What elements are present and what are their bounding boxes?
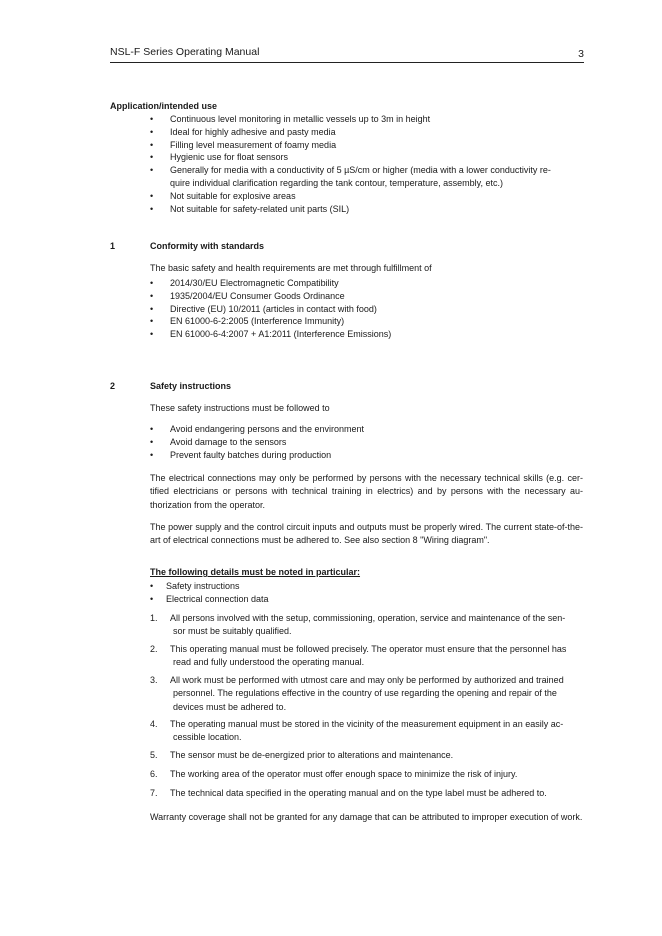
list-item: • EN 61000-6-4:2007 + A1:2011 (Interference Emissions) [150, 328, 583, 341]
section-2-number: 2 [110, 381, 116, 391]
numbered-item [150, 643, 583, 670]
item-text-continued: sor must be suitably qualified. [173, 626, 292, 637]
header-title: NSL-F Series Operating Manual [110, 46, 260, 58]
page-number: 3 [578, 48, 584, 60]
item-number: 5. [150, 750, 158, 760]
application-list [150, 113, 583, 215]
numbered-item [150, 768, 583, 781]
item-text: All work must be performed with utmost care and may only be performed by authorized and trained [170, 675, 564, 685]
list-item: • EN 61000-6-2:2005 (Interference Immunity) [150, 315, 583, 328]
item-text-continued: personnel. The regulations effective in the country of use regarding the opening and repair of the [173, 688, 557, 699]
section-1-title: Conformity with standards [150, 241, 265, 251]
item-number: 6. [150, 769, 158, 779]
item-text: The working area of the operator must offer enough space to minimize the risk of injury. [170, 769, 518, 779]
warranty-paragraph: Warranty coverage shall not be granted for any damage that can be attributed to improper execution of work. [150, 812, 583, 822]
item-text-continued: devices must be adhered to. [173, 701, 287, 712]
list-item: • Filling level measurement of foamy media [150, 139, 583, 152]
numbered-item [150, 787, 583, 800]
numbered-item [150, 718, 583, 745]
section-2-title: Safety instructions [150, 381, 232, 391]
section-1-intro: The basic safety and health requirements are met through fulfillment of [150, 263, 432, 273]
item-number: 1. [150, 613, 158, 623]
list-item: • Avoid damage to the sensors [150, 436, 583, 449]
list-item: • 2014/30/EU Electromagnetic Compatibility [150, 277, 583, 290]
electrical-connections-paragraph: The electrical connections may only be performed by persons with the necessary technical skills (e.g. cer-tified electricians or persons with technical training in electrics) and by persons with the necessary au-thorization from the operator. [150, 473, 583, 510]
list-item: • Ideal for highly adhesive and pasty media [150, 126, 583, 139]
item-number: 4. [150, 719, 158, 729]
item-text: This operating manual must be followed precisely. The operator must ensure that the personnel has [170, 644, 567, 654]
list-item-line: Generally for media with a conductivity of 5 µS/cm or higher (media with a lower conductivity re- [170, 165, 551, 176]
list-item: • Not suitable for explosive areas [150, 190, 583, 203]
details-list [150, 580, 583, 606]
item-text: The sensor must be de-energized prior to alterations and maintenance. [170, 750, 454, 760]
list-item: • Directive (EU) 10/2011 (articles in contact with food) [150, 303, 583, 316]
item-number: 7. [150, 788, 158, 798]
item-number: 3. [150, 675, 158, 685]
list-item: • Not suitable for safety-related unit parts (SIL) [150, 203, 583, 216]
numbered-item [150, 674, 583, 714]
item-number: 2. [150, 644, 158, 654]
item-text: The technical data specified in the operating manual and on the type label must be adhered to. [170, 788, 547, 798]
numbered-item [150, 749, 583, 762]
numbered-item [150, 612, 583, 639]
item-text: The operating manual must be stored in the vicinity of the measurement equipment in an easily ac- [170, 719, 564, 729]
list-item: • Safety instructions [150, 580, 583, 593]
list-item: • Electrical connection data [150, 593, 583, 606]
list-item: • Prevent faulty batches during production [150, 449, 583, 462]
details-heading: The following details must be noted in particular: [150, 567, 361, 577]
section-1-number: 1 [110, 241, 116, 251]
list-item: • 1935/2004/EU Consumer Goods Ordinance [150, 290, 583, 303]
power-supply-paragraph: The power supply and the control circuit inputs and outputs must be properly wired. The current state-of-the-art of electrical connections must be adhered to. See also section 8 "Wiring diagram". [150, 522, 583, 546]
conformity-list [150, 277, 583, 341]
list-item: • Continuous level monitoring in metallic vessels up to 3m in height [150, 113, 583, 126]
application-heading: Application/intended use [110, 101, 218, 111]
safety-goals-list [150, 423, 583, 461]
item-text: All persons involved with the setup, commissioning, operation, service and maintenance of the sen- [170, 613, 566, 623]
item-text-continued: cessible location. [173, 732, 242, 743]
list-item: • Avoid endangering persons and the environment [150, 423, 583, 436]
list-item [150, 164, 583, 190]
page-header [110, 46, 584, 63]
list-item: • Hygienic use for float sensors [150, 151, 583, 164]
item-text-continued: read and fully understood the operating manual. [173, 657, 365, 668]
section-2-intro: These safety instructions must be followed to [150, 403, 330, 413]
list-item-line: quire individual clarification regarding the tank contour, temperature, assembly, etc.) [170, 177, 504, 188]
